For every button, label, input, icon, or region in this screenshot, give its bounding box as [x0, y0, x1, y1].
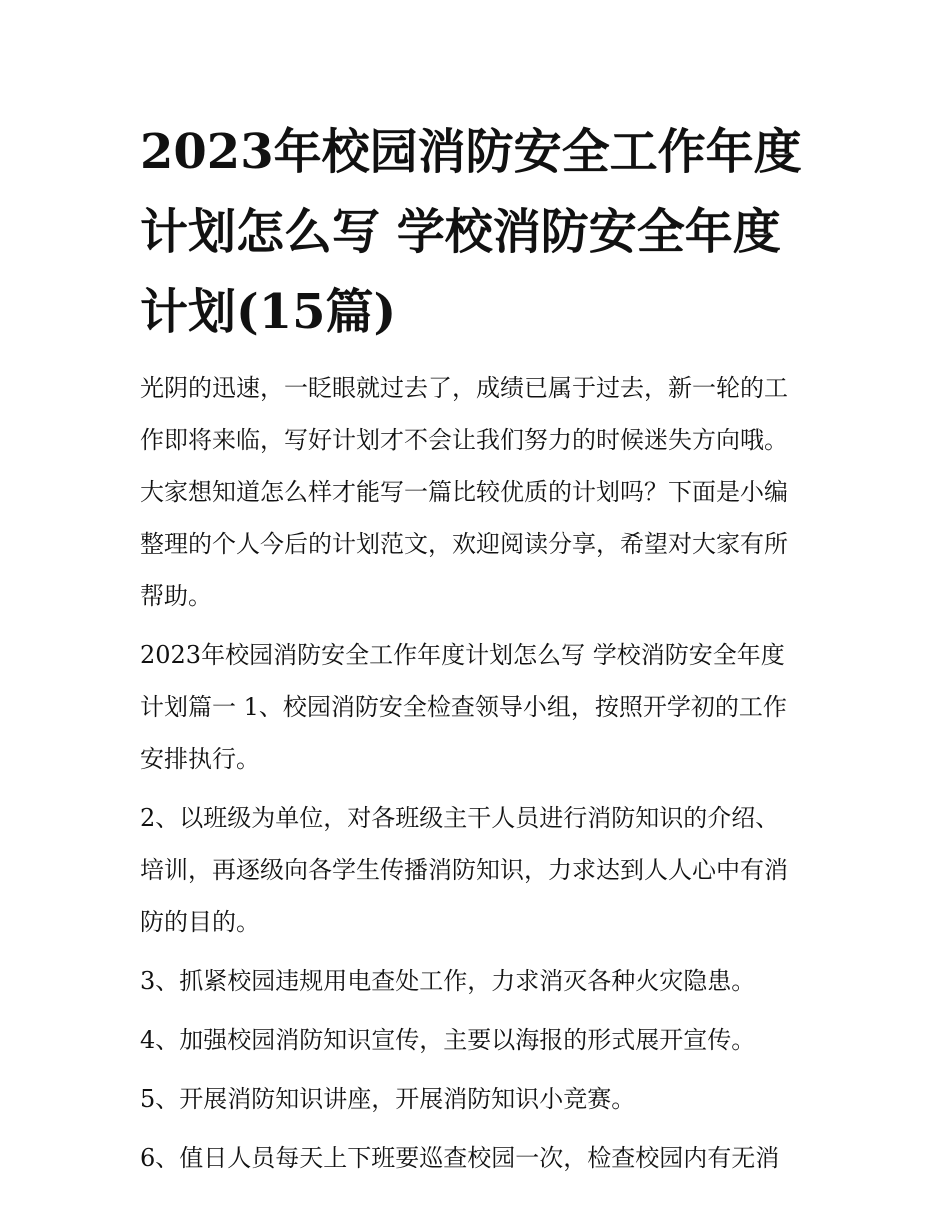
text-line: 光阴的迅速，一眨眼就过去了，成绩已属于过去，新一轮的工: [140, 374, 788, 402]
text-line: 整理的个人今后的计划范文，欢迎阅读分享，希望对大家有所: [140, 530, 788, 558]
title-line: 计划怎么写 学校消防安全年度: [140, 204, 781, 260]
document-page: [140, 112, 815, 1191]
text-line: 安排执行。: [140, 745, 260, 773]
intro-paragraph: [140, 362, 815, 622]
text-line: 大家想知道怎么样才能写一篇比较优质的计划吗？下面是小编: [140, 478, 788, 506]
text-line: 作即将来临，写好计划才不会让我们努力的时候迷失方向哦。: [140, 426, 788, 454]
text-line: 4、加强校园消防知识宣传，主要以海报的形式展开宣传。: [140, 1026, 756, 1054]
text-line: 2023年校园消防安全工作年度计划怎么写 学校消防安全年度: [140, 641, 785, 669]
text-line: 帮助。: [140, 582, 212, 610]
document-title: [140, 112, 815, 352]
text-line: 计划篇一 1、校园消防安全检查领导小组，按照开学初的工作: [140, 693, 787, 721]
text-line: 防的目的。: [140, 908, 260, 936]
text-line: 5、开展消防知识讲座，开展消防知识小竞赛。: [140, 1085, 636, 1113]
title-line: 计划(15篇): [140, 284, 397, 340]
list-item-paragraph: [140, 792, 815, 948]
document-body: [140, 362, 815, 1184]
text-line: 2、以班级为单位，对各班级主干人员进行消防知识的介绍、: [140, 804, 780, 832]
list-item-paragraph: [140, 1073, 815, 1125]
list-item-paragraph: [140, 1132, 815, 1184]
text-line: 3、抓紧校园违规用电查处工作，力求消灭各种火灾隐患。: [140, 967, 756, 995]
title-line: 2023年校园消防安全工作年度: [140, 124, 802, 180]
text-line: 6、值日人员每天上下班要巡查校园一次，检查校园内有无消: [140, 1144, 780, 1172]
list-item-paragraph: [140, 955, 815, 1007]
list-item-paragraph: [140, 1014, 815, 1066]
text-line: 培训，再逐级向各学生传播消防知识，力求达到人人心中有消: [140, 856, 788, 884]
section-heading-paragraph: [140, 629, 815, 785]
